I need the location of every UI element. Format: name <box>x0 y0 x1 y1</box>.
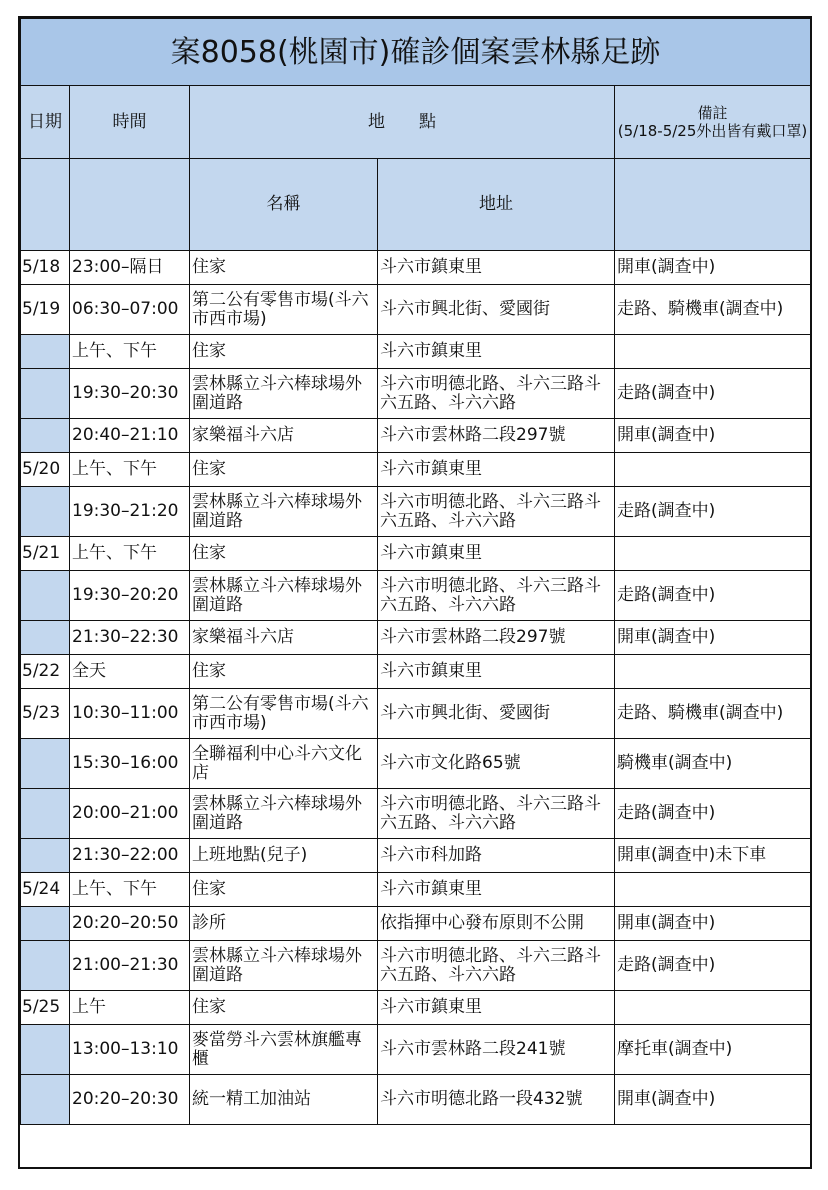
table-row <box>21 873 811 907</box>
table-row <box>21 537 811 571</box>
header-notes <box>615 86 811 159</box>
header-spacer <box>70 159 190 251</box>
date-cell <box>21 1025 70 1075</box>
place-name-cell: 全聯福利中心斗六文化店 <box>190 739 378 789</box>
time-cell: 23:00–隔日 <box>70 251 190 285</box>
place-name-cell: 住家 <box>190 873 378 907</box>
time-cell: 15:30–16:00 <box>70 739 190 789</box>
table-row <box>21 251 811 285</box>
table-row <box>21 285 811 335</box>
date-cell: 5/20 <box>21 453 70 487</box>
note-cell: 走路(調查中) <box>615 369 811 419</box>
table-row <box>21 419 811 453</box>
date-cell <box>21 839 70 873</box>
note-cell <box>615 991 811 1025</box>
address-cell: 斗六市鎮東里 <box>378 537 615 571</box>
date-cell <box>21 487 70 537</box>
address-cell: 斗六市鎮東里 <box>378 251 615 285</box>
place-name-cell: 麥當勞斗六雲林旗艦專櫃 <box>190 1025 378 1075</box>
table-row <box>21 739 811 789</box>
address-cell: 斗六市鎮東里 <box>378 453 615 487</box>
table-row <box>21 1025 811 1075</box>
note-cell <box>615 655 811 689</box>
place-name-cell: 住家 <box>190 537 378 571</box>
place-name-cell: 診所 <box>190 907 378 941</box>
header-spacer <box>21 159 70 251</box>
time-cell: 上午、下午 <box>70 873 190 907</box>
address-cell: 斗六市鎮東里 <box>378 991 615 1025</box>
time-cell: 上午、下午 <box>70 335 190 369</box>
place-name-cell: 第二公有零售市場(斗六市西市場) <box>190 689 378 739</box>
address-cell: 斗六市明德北路、斗六三路斗六五路、斗六六路 <box>378 789 615 839</box>
time-cell: 21:30–22:30 <box>70 621 190 655</box>
note-cell: 摩托車(調查中) <box>615 1025 811 1075</box>
address-cell: 依指揮中心發布原則不公開 <box>378 907 615 941</box>
note-cell: 騎機車(調查中) <box>615 739 811 789</box>
note-cell: 走路、騎機車(調查中) <box>615 285 811 335</box>
header-spacer <box>615 159 811 251</box>
table-row <box>21 571 811 621</box>
header-place: 地 點 <box>190 86 615 159</box>
header-time: 時間 <box>70 86 190 159</box>
address-cell: 斗六市明德北路一段432號 <box>378 1075 615 1125</box>
table-row <box>21 453 811 487</box>
note-cell: 開車(調查中) <box>615 251 811 285</box>
place-name-cell: 家樂福斗六店 <box>190 419 378 453</box>
place-name-cell: 住家 <box>190 655 378 689</box>
note-cell: 開車(調查中) <box>615 419 811 453</box>
footprint-sheet <box>18 16 812 1169</box>
note-cell: 走路(調查中) <box>615 487 811 537</box>
footprint-table <box>20 18 811 1125</box>
address-cell: 斗六市文化路65號 <box>378 739 615 789</box>
place-name-cell: 雲林縣立斗六棒球場外圍道路 <box>190 941 378 991</box>
place-name-cell: 第二公有零售市場(斗六市西市場) <box>190 285 378 335</box>
note-cell <box>615 453 811 487</box>
address-cell: 斗六市明德北路、斗六三路斗六五路、斗六六路 <box>378 487 615 537</box>
note-cell: 開車(調查中) <box>615 907 811 941</box>
note-cell: 走路(調查中) <box>615 789 811 839</box>
address-cell: 斗六市雲林路二段297號 <box>378 621 615 655</box>
time-cell: 19:30–21:20 <box>70 487 190 537</box>
address-cell: 斗六市雲林路二段297號 <box>378 419 615 453</box>
table-row <box>21 689 811 739</box>
address-cell: 斗六市明德北路、斗六三路斗六五路、斗六六路 <box>378 369 615 419</box>
table-row <box>21 991 811 1025</box>
address-cell: 斗六市明德北路、斗六三路斗六五路、斗六六路 <box>378 571 615 621</box>
date-cell <box>21 369 70 419</box>
date-cell <box>21 571 70 621</box>
table-row <box>21 907 811 941</box>
time-cell: 10:30–11:00 <box>70 689 190 739</box>
date-cell: 5/25 <box>21 991 70 1025</box>
table-row <box>21 487 811 537</box>
place-name-cell: 雲林縣立斗六棒球場外圍道路 <box>190 789 378 839</box>
table-row <box>21 655 811 689</box>
date-cell: 5/21 <box>21 537 70 571</box>
note-cell <box>615 537 811 571</box>
date-cell <box>21 1075 70 1125</box>
place-name-cell: 雲林縣立斗六棒球場外圍道路 <box>190 369 378 419</box>
table-row <box>21 839 811 873</box>
note-cell: 開車(調查中) <box>615 1075 811 1125</box>
header-notes-label: 備註 <box>697 104 728 122</box>
time-cell: 20:20–20:50 <box>70 907 190 941</box>
time-cell: 21:00–21:30 <box>70 941 190 991</box>
date-cell: 5/24 <box>21 873 70 907</box>
time-cell: 20:20–20:30 <box>70 1075 190 1125</box>
time-cell: 06:30–07:00 <box>70 285 190 335</box>
address-cell: 斗六市雲林路二段241號 <box>378 1025 615 1075</box>
header-name: 名稱 <box>190 159 378 251</box>
address-cell: 斗六市科加路 <box>378 839 615 873</box>
date-cell <box>21 941 70 991</box>
place-name-cell: 住家 <box>190 335 378 369</box>
note-cell <box>615 873 811 907</box>
date-cell <box>21 419 70 453</box>
address-cell: 斗六市鎮東里 <box>378 873 615 907</box>
place-name-cell: 住家 <box>190 453 378 487</box>
date-cell <box>21 739 70 789</box>
time-cell: 上午、下午 <box>70 537 190 571</box>
place-name-cell: 雲林縣立斗六棒球場外圍道路 <box>190 487 378 537</box>
address-cell: 斗六市明德北路、斗六三路斗六五路、斗六六路 <box>378 941 615 991</box>
table-row <box>21 335 811 369</box>
date-cell <box>21 789 70 839</box>
address-cell: 斗六市興北街、愛國街 <box>378 285 615 335</box>
table-row <box>21 369 811 419</box>
date-cell <box>21 907 70 941</box>
place-name-cell: 雲林縣立斗六棒球場外圍道路 <box>190 571 378 621</box>
note-cell: 走路(調查中) <box>615 941 811 991</box>
place-name-cell: 住家 <box>190 251 378 285</box>
page-title: 案8058(桃園市)確診個案雲林縣足跡 <box>21 19 811 86</box>
note-cell: 開車(調查中) <box>615 621 811 655</box>
address-cell: 斗六市興北街、愛國街 <box>378 689 615 739</box>
note-cell: 走路、騎機車(調查中) <box>615 689 811 739</box>
place-name-cell: 統一精工加油站 <box>190 1075 378 1125</box>
time-cell: 全天 <box>70 655 190 689</box>
time-cell: 20:00–21:00 <box>70 789 190 839</box>
table-row <box>21 941 811 991</box>
date-cell: 5/23 <box>21 689 70 739</box>
date-cell <box>21 621 70 655</box>
table-row <box>21 621 811 655</box>
date-cell: 5/22 <box>21 655 70 689</box>
time-cell: 19:30–20:20 <box>70 571 190 621</box>
place-name-cell: 上班地點(兒子) <box>190 839 378 873</box>
time-cell: 19:30–20:30 <box>70 369 190 419</box>
address-cell: 斗六市鎮東里 <box>378 655 615 689</box>
note-cell <box>615 335 811 369</box>
time-cell: 20:40–21:10 <box>70 419 190 453</box>
table-row <box>21 1075 811 1125</box>
note-cell: 開車(調查中)未下車 <box>615 839 811 873</box>
place-name-cell: 住家 <box>190 991 378 1025</box>
address-cell: 斗六市鎮東里 <box>378 335 615 369</box>
time-cell: 上午、下午 <box>70 453 190 487</box>
date-cell: 5/18 <box>21 251 70 285</box>
header-date: 日期 <box>21 86 70 159</box>
date-cell <box>21 335 70 369</box>
time-cell: 13:00–13:10 <box>70 1025 190 1075</box>
note-cell: 走路(調查中) <box>615 571 811 621</box>
time-cell: 上午 <box>70 991 190 1025</box>
header-notes-sub: (5/18-5/25外出皆有戴口罩) <box>617 122 808 140</box>
header-address: 地址 <box>378 159 615 251</box>
footprint-rows <box>21 251 811 1125</box>
date-cell: 5/19 <box>21 285 70 335</box>
time-cell: 21:30–22:00 <box>70 839 190 873</box>
table-row <box>21 789 811 839</box>
place-name-cell: 家樂福斗六店 <box>190 621 378 655</box>
